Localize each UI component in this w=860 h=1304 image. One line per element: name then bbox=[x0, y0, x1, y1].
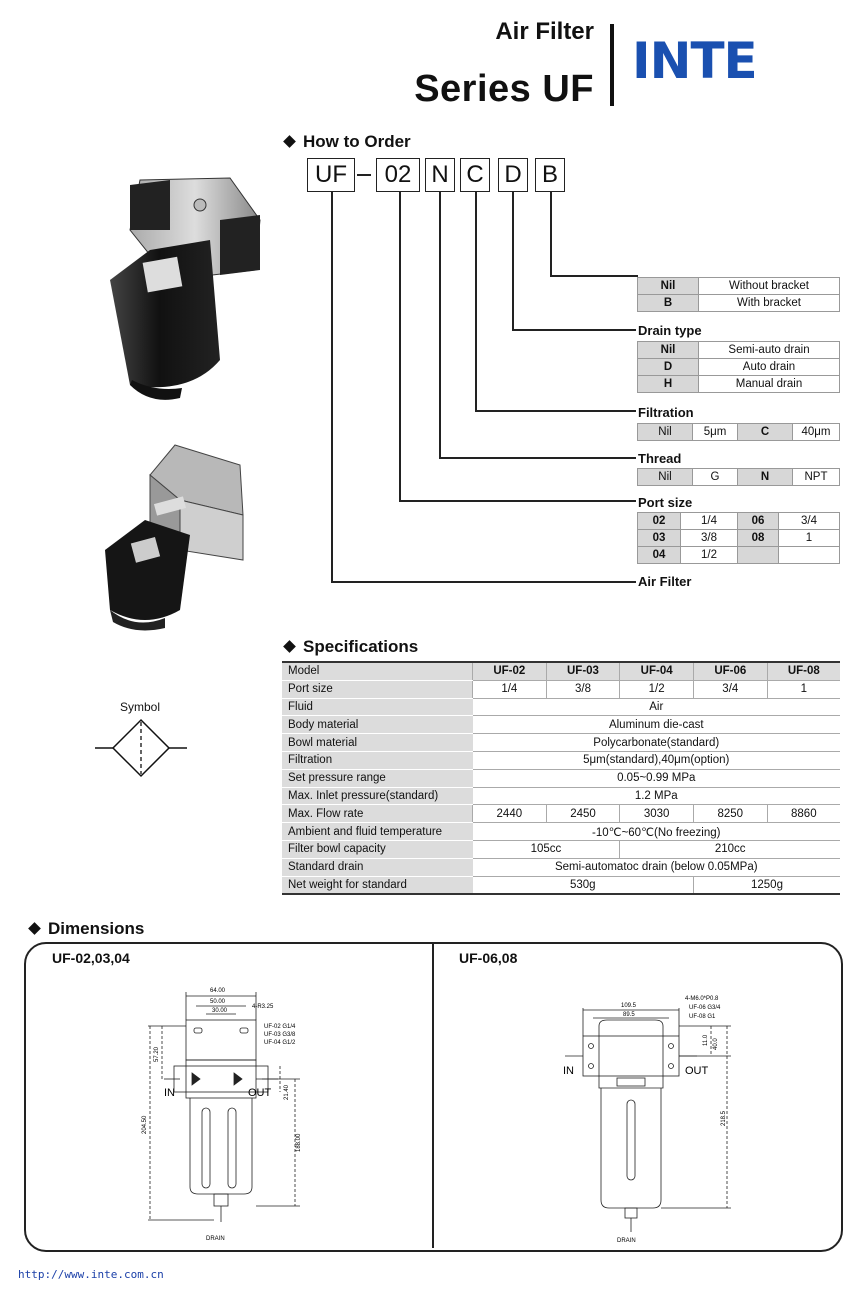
table-row bbox=[638, 530, 840, 547]
option-code: 08 bbox=[738, 530, 779, 547]
how-to-order-label: How to Order bbox=[303, 132, 411, 151]
table-row bbox=[282, 769, 840, 787]
spec-value: 3/4 bbox=[693, 680, 767, 698]
specifications-label: Specifications bbox=[303, 637, 419, 656]
dim-text: 21.40 bbox=[284, 1084, 290, 1100]
dim-text: 57.20 bbox=[154, 1046, 160, 1062]
specifications-heading bbox=[285, 637, 418, 657]
dimensions-heading bbox=[30, 919, 144, 939]
dim-text: UF-02 G1/4 bbox=[264, 1024, 296, 1030]
table-row bbox=[282, 823, 840, 841]
dimensions-label: Dimensions bbox=[48, 919, 145, 938]
spec-value: 8860 bbox=[767, 805, 840, 823]
drain-label: DRAIN bbox=[206, 1236, 225, 1242]
code-port: 02 bbox=[376, 158, 420, 192]
drain-label: DRAIN bbox=[617, 1238, 636, 1244]
diamond-bullet-icon bbox=[283, 135, 296, 148]
option-code bbox=[738, 547, 779, 564]
port-out-label: OUT bbox=[248, 1087, 272, 1099]
specifications-table bbox=[282, 661, 840, 895]
spec-value: 1 bbox=[767, 680, 840, 698]
option-desc: Without bracket bbox=[699, 278, 840, 295]
code-filtration: C bbox=[460, 158, 490, 192]
spec-value: 1/2 bbox=[620, 680, 694, 698]
leader-thread-h bbox=[439, 457, 636, 459]
leader-port-h bbox=[399, 500, 636, 502]
dim-text: UF-06 G3/4 bbox=[689, 1005, 721, 1011]
code-bracket: B bbox=[535, 158, 565, 192]
option-code: Nil bbox=[638, 469, 693, 486]
port-in-label: IN bbox=[164, 1087, 175, 1099]
option-code: C bbox=[738, 424, 793, 441]
dim-text: 50.00 bbox=[210, 999, 226, 1005]
spec-label: Filter bowl capacity bbox=[282, 840, 473, 858]
dim-text: 4-M6.0*P0.8 bbox=[685, 996, 719, 1002]
option-desc: 1 bbox=[779, 530, 840, 547]
option-desc: Manual drain bbox=[699, 376, 840, 393]
dim-text: UF-08 G1 bbox=[689, 1014, 716, 1020]
dim-text: 89.5 bbox=[623, 1012, 635, 1018]
dim-text: 218.5 bbox=[721, 1110, 727, 1126]
product-photo-small bbox=[95, 440, 255, 635]
table-row bbox=[282, 805, 840, 823]
filter-symbol-icon bbox=[95, 718, 187, 780]
spec-col-header: UF-06 bbox=[693, 662, 767, 680]
option-code: 04 bbox=[638, 547, 681, 564]
option-code: Nil bbox=[638, 424, 693, 441]
option-code: Nil bbox=[638, 278, 699, 295]
table-row bbox=[282, 734, 840, 752]
table-row bbox=[282, 840, 840, 858]
dim-text: 4-R3.25 bbox=[252, 1004, 274, 1010]
leader-drain-h bbox=[512, 329, 636, 331]
spec-value: -10℃~60℃(No freezing) bbox=[473, 823, 841, 841]
spec-label: Bowl material bbox=[282, 734, 473, 752]
spec-value: Air bbox=[473, 698, 841, 716]
diamond-bullet-icon bbox=[28, 922, 41, 935]
title-air-filter: Air Filter bbox=[495, 18, 594, 45]
spec-value: Semi-automatoc drain (below 0.05MPa) bbox=[473, 858, 841, 876]
table-row bbox=[282, 787, 840, 805]
spec-label: Ambient and fluid temperature bbox=[282, 823, 473, 841]
option-code: 02 bbox=[638, 513, 681, 530]
option-desc: Auto drain bbox=[699, 359, 840, 376]
spec-value: Aluminum die-cast bbox=[473, 716, 841, 734]
dim-text: 109.5 bbox=[621, 1003, 637, 1009]
spec-value: 105cc bbox=[473, 840, 620, 858]
spec-value: 0.05~0.99 MPa bbox=[473, 769, 841, 787]
spec-value: 1250g bbox=[693, 876, 840, 894]
dimensions-divider bbox=[432, 944, 434, 1248]
port-in-label: IN bbox=[563, 1065, 574, 1077]
filtration-label: Filtration bbox=[638, 405, 694, 420]
leader-filtration-h bbox=[475, 410, 636, 412]
dim-text: 64.00 bbox=[210, 988, 226, 994]
spec-value: 1.2 MPa bbox=[473, 787, 841, 805]
how-to-order-heading bbox=[285, 132, 411, 152]
option-desc: 5μm bbox=[693, 424, 738, 441]
spec-label: Model bbox=[282, 662, 473, 680]
code-drain: D bbox=[498, 158, 528, 192]
dim-drawing-large bbox=[555, 990, 755, 1246]
option-desc: G bbox=[693, 469, 738, 486]
dim-text: 204.50 bbox=[142, 1115, 148, 1134]
title-series: Series UF bbox=[414, 68, 594, 110]
website-link[interactable]: http://www.inte.com.cn bbox=[18, 1268, 164, 1281]
dim-text: 188.00 bbox=[296, 1133, 302, 1152]
leader-airfilter-h bbox=[331, 581, 636, 583]
spec-col-header: UF-03 bbox=[546, 662, 620, 680]
diamond-bullet-icon bbox=[283, 640, 296, 653]
brand-logo: INTE bbox=[632, 32, 757, 90]
drain-options-table bbox=[637, 341, 840, 393]
option-desc: 3/8 bbox=[681, 530, 738, 547]
code-dash bbox=[357, 174, 371, 176]
dim-left-title: UF-02,03,04 bbox=[52, 950, 130, 966]
port-size-label: Port size bbox=[638, 495, 693, 510]
option-desc: 1/4 bbox=[681, 513, 738, 530]
dim-drawing-small bbox=[130, 982, 320, 1244]
spec-value: 8250 bbox=[693, 805, 767, 823]
spec-value: 2440 bbox=[473, 805, 547, 823]
option-desc bbox=[779, 547, 840, 564]
table-row bbox=[638, 278, 840, 295]
filtration-options-table bbox=[637, 423, 840, 441]
table-row bbox=[282, 858, 840, 876]
table-row bbox=[282, 751, 840, 769]
drain-type-label: Drain type bbox=[638, 323, 702, 338]
table-row bbox=[282, 698, 840, 716]
option-code: Nil bbox=[638, 342, 699, 359]
leader-drain bbox=[512, 192, 514, 330]
thread-label: Thread bbox=[638, 451, 682, 466]
option-desc: With bracket bbox=[699, 295, 840, 312]
spec-label: Filtration bbox=[282, 751, 473, 769]
port-out-label: OUT bbox=[685, 1065, 709, 1077]
spec-label: Net weight for standard bbox=[282, 876, 473, 894]
spec-label: Port size bbox=[282, 680, 473, 698]
dim-text: UF-03 G3/8 bbox=[264, 1032, 296, 1038]
code-thread: N bbox=[425, 158, 455, 192]
spec-label: Fluid bbox=[282, 698, 473, 716]
leader-port bbox=[399, 192, 401, 501]
option-desc: 40μm bbox=[793, 424, 840, 441]
spec-value: Polycarbonate(standard) bbox=[473, 734, 841, 752]
spec-value: 1/4 bbox=[473, 680, 547, 698]
option-code: B bbox=[638, 295, 699, 312]
port-options-table bbox=[637, 512, 840, 564]
table-row bbox=[638, 342, 840, 359]
table-row bbox=[638, 376, 840, 393]
bracket-options-table bbox=[637, 277, 840, 312]
dim-text: 40.0 bbox=[713, 1038, 719, 1050]
spec-label: Body material bbox=[282, 716, 473, 734]
option-desc: 3/4 bbox=[779, 513, 840, 530]
spec-value: 530g bbox=[473, 876, 694, 894]
symbol-label: Symbol bbox=[120, 700, 161, 714]
spec-value: 5μm(standard),40μm(option) bbox=[473, 751, 841, 769]
leader-bracket bbox=[550, 192, 552, 276]
option-code: H bbox=[638, 376, 699, 393]
thread-options-table bbox=[637, 468, 840, 486]
spec-value: 210cc bbox=[620, 840, 840, 858]
spec-value: 3/8 bbox=[546, 680, 620, 698]
dim-right-title: UF-06,08 bbox=[459, 950, 518, 966]
table-row bbox=[638, 547, 840, 564]
leader-thread bbox=[439, 192, 441, 458]
option-code: 03 bbox=[638, 530, 681, 547]
spec-label: Standard drain bbox=[282, 858, 473, 876]
spec-label: Max. Inlet pressure(standard) bbox=[282, 787, 473, 805]
spec-col-header: UF-02 bbox=[473, 662, 547, 680]
spec-label: Max. Flow rate bbox=[282, 805, 473, 823]
spec-col-header: UF-08 bbox=[767, 662, 840, 680]
option-code: D bbox=[638, 359, 699, 376]
spec-label: Set pressure range bbox=[282, 769, 473, 787]
spec-col-header: UF-04 bbox=[620, 662, 694, 680]
option-desc: 1/2 bbox=[681, 547, 738, 564]
dim-text: 11.0 bbox=[703, 1034, 709, 1046]
table-row bbox=[638, 469, 840, 486]
table-row bbox=[282, 680, 840, 698]
spec-value: 2450 bbox=[546, 805, 620, 823]
air-filter-label: Air Filter bbox=[638, 574, 692, 589]
option-desc: Semi-auto drain bbox=[699, 342, 840, 359]
header-divider bbox=[610, 24, 614, 106]
option-code: N bbox=[738, 469, 793, 486]
table-row bbox=[282, 662, 840, 680]
code-series: UF bbox=[307, 158, 355, 192]
option-desc: NPT bbox=[793, 469, 840, 486]
product-photo-large bbox=[70, 160, 270, 410]
dim-text: UF-04 G1/2 bbox=[264, 1040, 296, 1046]
option-code: 06 bbox=[738, 513, 779, 530]
spec-value: 3030 bbox=[620, 805, 694, 823]
dim-text: 30.00 bbox=[212, 1008, 228, 1014]
leader-filtration bbox=[475, 192, 477, 411]
table-row bbox=[282, 876, 840, 894]
table-row bbox=[638, 424, 840, 441]
table-row bbox=[638, 513, 840, 530]
table-row bbox=[638, 295, 840, 312]
table-row bbox=[282, 716, 840, 734]
table-row bbox=[638, 359, 840, 376]
leader-airfilter bbox=[331, 192, 333, 582]
leader-bracket-h bbox=[550, 275, 638, 277]
